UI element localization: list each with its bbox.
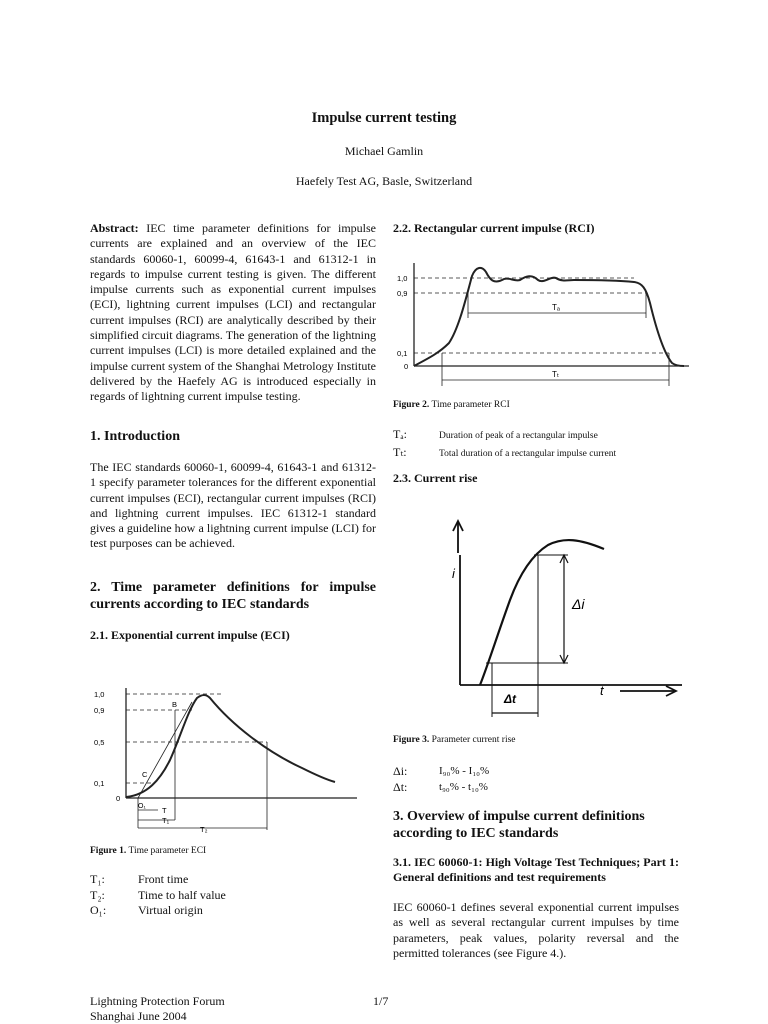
figure-3-caption [393, 735, 516, 745]
section-2-3-heading: 2.3. Current rise [393, 471, 478, 485]
fig2-ytick: 0,1 [397, 349, 408, 358]
fig3-i-label: i [452, 566, 455, 581]
fig1-ytick: 0 [116, 794, 121, 803]
figure-2-rci [394, 258, 694, 393]
section-2-2-heading: 2.2. Rectangular current impulse (RCI) [393, 221, 595, 235]
page-number: 1/7 [373, 994, 389, 1008]
abstract [90, 221, 376, 405]
fig3-delta-i: Δi [572, 596, 585, 612]
def-key: Δi: [393, 764, 408, 778]
fig1-ytick: 0,1 [94, 779, 105, 788]
abstract-text: IEC time parameter definitions for impulse currents are explained and an overview of the IEC standards 60060-1, 60099-4, 61643-1 and 61312-1 in regards to impulse current testing is given. The different impulse currents such as exponential current impulses (ECI), lightning current impulses (LCI) and rectangular current impulses (RCI) are analytically described by their simplified circuit diagrams. The generation of the lightning current impulses (LCI) is more detailed explained and the impulse current system of the Shanghai Metrology Institute delivered by the Haefely AG is introduced especially in regards of lightning current impulse testing. [90, 221, 377, 404]
caption-text: Time parameter ECI [128, 846, 207, 856]
def-value: Front time [138, 872, 189, 886]
section-3-1-heading: 3.1. IEC 60060-1: High Voltage Test Techniques; Part 1: General definitions and test requirements [393, 855, 679, 884]
figure-1-caption [90, 846, 206, 856]
fig2-td: Tₐ [552, 303, 560, 312]
intro-text: The IEC standards 60060-1, 60099-4, 61643-1 and 61312-1 specify parameter tolerances for the different exponential current impulses (ECI), rectangular current impulses (RCI) and lightning current impulses. IEC 61312-1 standard gives a guideline how a lightning current impulse (LCI) for test purposes can be achieved. [90, 460, 376, 551]
fig1-ytick: 0,9 [94, 706, 105, 715]
figure-1-eci [92, 680, 362, 840]
affiliation: Haefely Test AG, Basle, Switzerland [295, 174, 473, 188]
def-key: Δt: [393, 779, 408, 794]
fig3-delta-t: Δt [504, 692, 517, 706]
fig1-o1: O₁ [138, 803, 146, 810]
definition-row [393, 445, 616, 463]
definition-row [90, 888, 226, 904]
figure-3-definitions [393, 764, 489, 795]
def-key: Tₜ: [393, 444, 407, 459]
fig1-point-b: B [172, 700, 178, 709]
section-2-1-heading: 2.1. Exponential current impulse (ECI) [90, 628, 290, 642]
def-key: T₂: [90, 887, 105, 902]
section-2-heading: 2. Time parameter definitions for impulse currents according to IEC standards [90, 580, 376, 612]
definition-row [90, 872, 226, 888]
def-value: Duration of peak of a rectangular impulse [439, 431, 598, 441]
caption-text: Time parameter RCI [431, 400, 510, 410]
fig2-ytick: 0,9 [397, 289, 408, 298]
footer-line: Lightning Protection Forum [90, 994, 225, 1008]
fig2-ytick: 0 [404, 362, 409, 371]
figure-1-definitions [90, 872, 226, 919]
author: Michael Gamlin [344, 144, 424, 158]
abstract-label: Abstract: [90, 221, 139, 235]
def-value: Total duration of a rectangular impulse current [439, 448, 617, 459]
figure-2-definitions [393, 427, 616, 462]
fig2-ytick: 1,0 [397, 274, 408, 283]
caption-label: Figure 2. [393, 400, 430, 410]
definition-row [393, 780, 489, 796]
paper-title: Impulse current testing [311, 110, 457, 126]
fig2-tt: Tₜ [552, 370, 560, 379]
definition-row [393, 764, 489, 780]
definition-row [393, 427, 616, 445]
fig1-t: T [162, 806, 167, 815]
definition-row [90, 903, 226, 919]
footer-venue [90, 994, 225, 1024]
section-1-heading: 1. Introduction [90, 429, 180, 444]
fig1-ytick: 1,0 [94, 690, 105, 699]
footer-line: Shanghai June 2004 [90, 1009, 187, 1023]
def-key: O₁: [90, 903, 107, 917]
def-value: t₉₀% - t₁₀% [439, 780, 488, 793]
def-value: Time to half value [138, 887, 226, 902]
section-3-heading: 3. Overview of impulse current definitions according to IEC standards [393, 809, 645, 841]
figure-3-current-rise [440, 515, 685, 725]
fig1-t1: T₁ [162, 816, 170, 825]
caption-label: Figure 3. [393, 735, 430, 745]
fig1-point-c: C [142, 770, 148, 779]
fig3-t-label: t [600, 683, 604, 698]
fig1-t2: T₂ [200, 825, 208, 834]
caption-text: Parameter current rise [431, 735, 516, 745]
section-3-1-text: IEC 60060-1 defines several exponential current impulses as well as several rectangular current impulses by time parameters, peak values, polarity reversal and the permitted tolerances (see Figure 4.). [393, 900, 679, 960]
def-value: Virtual origin [138, 903, 203, 917]
def-key: T₁: [90, 872, 105, 886]
caption-label: Figure 1. [90, 846, 127, 856]
figure-2-caption [393, 400, 510, 410]
def-key: Tₐ: [393, 427, 407, 441]
fig2-curve [414, 268, 684, 366]
fig1-ytick: 0,5 [94, 738, 105, 747]
def-value: I₉₀% - I₁₀% [439, 765, 490, 777]
